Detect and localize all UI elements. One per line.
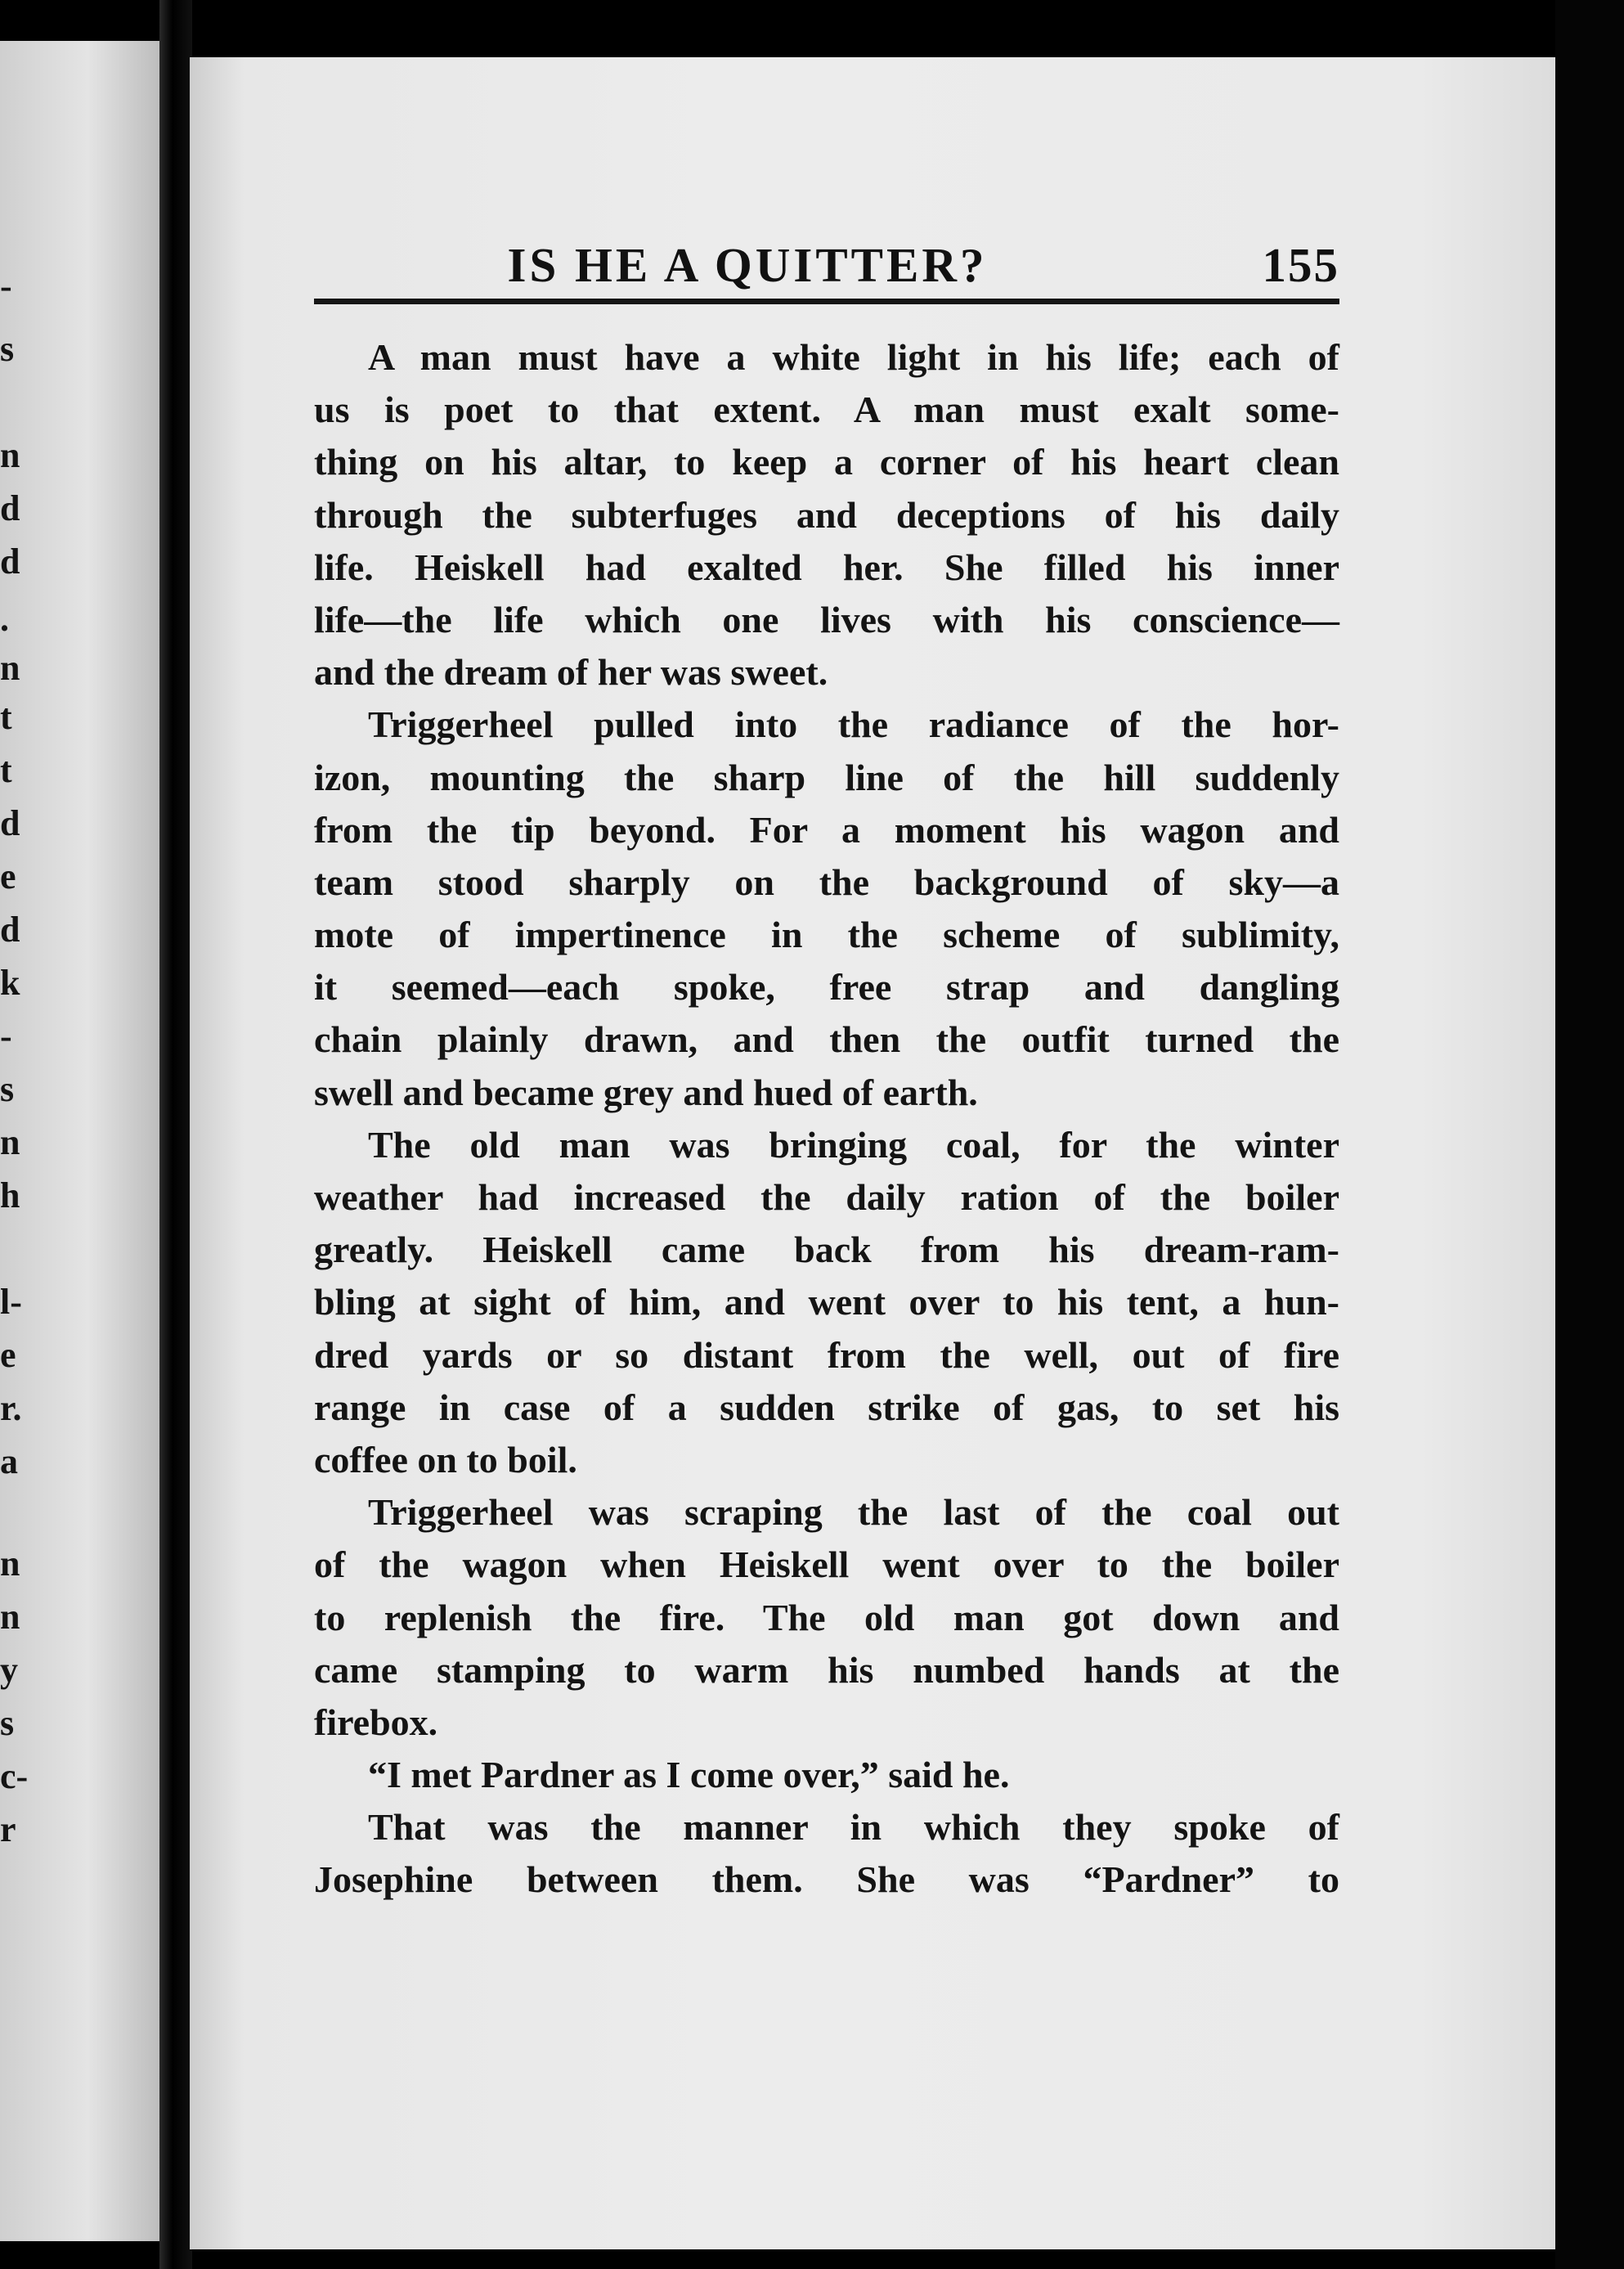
text-line: from the tip beyond. For a moment his wagon and xyxy=(314,808,1339,851)
text-line: weather had increased the daily ration of the boiler xyxy=(314,1176,1339,1218)
previous-page-line-endings xyxy=(0,0,29,2269)
text-line: The old man was bringing coal, for the winter xyxy=(368,1123,1339,1166)
text-line: life—the life which one lives with his conscience— xyxy=(314,598,1339,640)
text-line: firebox. xyxy=(314,1701,438,1743)
text-line: Triggerheel was scraping the last of the coal out xyxy=(368,1491,1339,1534)
edge-letter: r. xyxy=(0,1388,22,1428)
text-line: A man must have a white light in his life; each of xyxy=(368,336,1339,378)
text-line: mote of impertinence in the scheme of sublimity, xyxy=(314,914,1339,956)
edge-letter: d xyxy=(0,803,20,843)
text-line: dred yards or so distant from the well, out of fire xyxy=(314,1333,1339,1376)
edge-letter: n xyxy=(0,1597,20,1637)
edge-letter: - xyxy=(0,266,12,306)
text-line: team stood sharply on the background of sky—a xyxy=(314,860,1339,903)
running-head: IS HE A QUITTER? xyxy=(507,238,988,292)
page-header xyxy=(314,229,1339,294)
edge-letter: e xyxy=(0,1335,16,1375)
scan-border xyxy=(1555,0,1624,2269)
text-line: That was the manner in which they spoke of xyxy=(368,1806,1339,1849)
edge-letter: n xyxy=(0,1543,20,1584)
text-line: chain plainly drawn, and then the outfit turned the xyxy=(314,1018,1339,1061)
text-line: range in case of a sudden strike of gas, to set his xyxy=(314,1386,1339,1428)
edge-letter: . xyxy=(0,599,9,639)
edge-letter: - xyxy=(0,1016,12,1056)
edge-letter: n xyxy=(0,648,20,688)
text-line: swell and became grey and hued of earth. xyxy=(314,1071,978,1113)
edge-letter: y xyxy=(0,1650,18,1690)
edge-letter: s xyxy=(0,1069,15,1109)
text-line: Triggerheel pulled into the radiance of the hor- xyxy=(368,703,1339,746)
text-line: to replenish the fire. The old man got down and xyxy=(314,1596,1339,1638)
text-line: izon, mounting the sharp line of the hill suddenly xyxy=(314,756,1339,798)
text-line: it seemed—each spoke, free strap and dangling xyxy=(314,966,1339,1009)
edge-letter: d xyxy=(0,910,20,950)
body-text xyxy=(314,331,1339,1907)
text-line: and the dream of her was sweet. xyxy=(314,651,828,694)
text-line: life. Heiskell had exalted her. She filled his inner xyxy=(314,546,1339,588)
text-line: bling at sight of him, and went over to his tent, a hun- xyxy=(314,1281,1339,1323)
text-line: of the wagon when Heiskell went over to the boiler xyxy=(314,1543,1339,1586)
edge-letter: d xyxy=(0,488,20,528)
book-gutter xyxy=(159,0,192,2269)
edge-letter: k xyxy=(0,963,20,1003)
text-line: through the subterfuges and deceptions of his daily xyxy=(314,493,1339,536)
text-line: Josephine between them. She was “Pardner” to xyxy=(314,1858,1339,1901)
edge-letter: t xyxy=(0,697,12,737)
edge-letter: t xyxy=(0,750,12,790)
edge-letter: n xyxy=(0,1122,20,1162)
edge-letter: d xyxy=(0,541,20,582)
edge-letter: s xyxy=(0,329,15,369)
edge-letter: l- xyxy=(0,1282,22,1322)
edge-letter: a xyxy=(0,1441,18,1481)
page-number: 155 xyxy=(1262,238,1339,292)
edge-letter: c- xyxy=(0,1756,29,1796)
edge-letter: h xyxy=(0,1175,20,1215)
header-rule xyxy=(314,299,1339,304)
text-line: “I met Pardner as I come over,” said he. xyxy=(368,1754,1010,1796)
edge-letter: n xyxy=(0,435,20,475)
edge-letter: r xyxy=(0,1809,16,1849)
edge-letter: s xyxy=(0,1703,15,1743)
text-line: us is poet to that extent. A man must exalt some- xyxy=(314,389,1339,431)
text-line: coffee on to boil. xyxy=(314,1438,577,1480)
text-line: came stamping to warm his numbed hands at the xyxy=(314,1648,1339,1691)
text-line: greatly. Heiskell came back from his dream-ram- xyxy=(314,1229,1339,1271)
edge-letter: e xyxy=(0,856,16,896)
text-line: thing on his altar, to keep a corner of his heart clean xyxy=(314,441,1339,483)
